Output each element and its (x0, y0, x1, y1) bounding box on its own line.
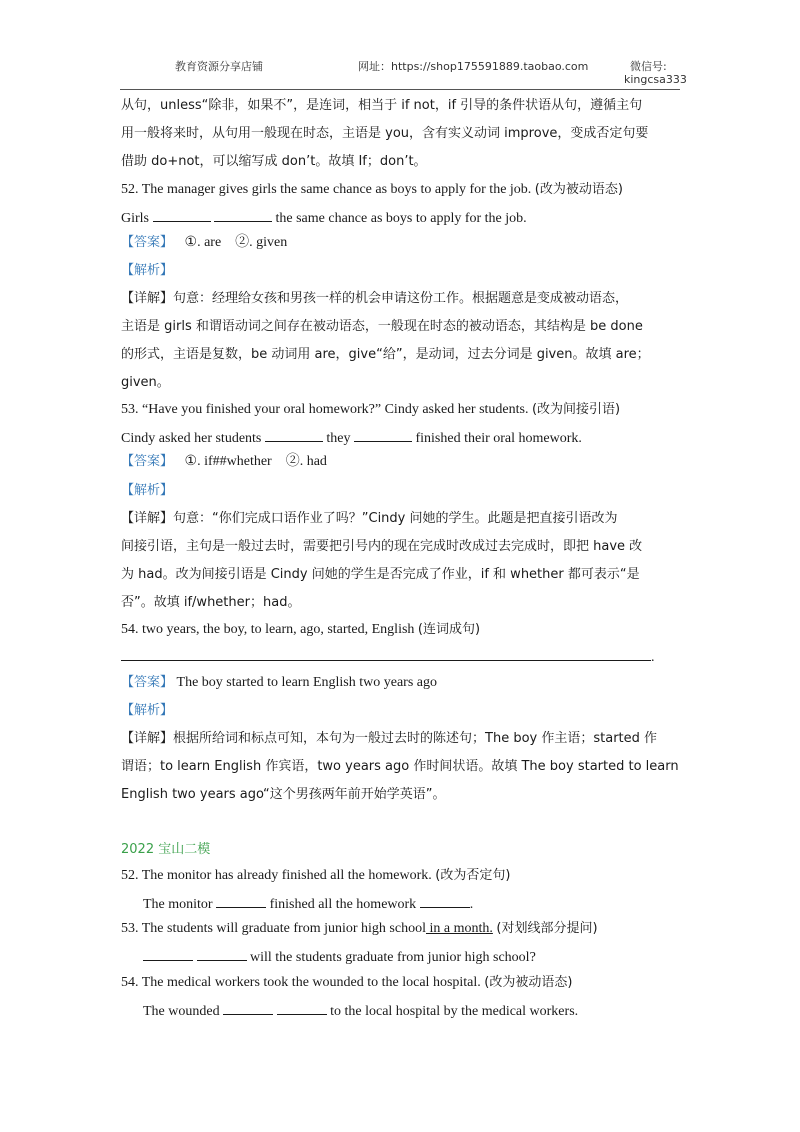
answer-text: ①. if##whether ②. had (184, 454, 327, 469)
answer-text: ①. are ②. given (184, 235, 288, 250)
exercise-54-blanks (143, 1000, 578, 1022)
text-line: 从句，unless“除非，如果不”，是连词，相当于 if not，if 引导的条件状语从句，遵循主句 (121, 98, 643, 113)
exercise-52-blanks (143, 893, 473, 915)
text-line: 用一般将来时，从句用一般现在时态，主语是 you，含有实义动词 improve，变成否定句要 (121, 126, 649, 141)
answer-tag: 【答案】 (121, 454, 174, 469)
question-text: 54. The medical workers took the wounded to the local hospital. (121, 975, 481, 990)
question-text: 53. The students will graduate from junior high school (121, 921, 426, 936)
analysis-tag: 【解析】 (121, 483, 174, 498)
analysis-tag: 【解析】 (121, 703, 174, 718)
answer-blank (216, 893, 266, 908)
answer-tag: 【答案】 (121, 675, 174, 690)
detail-54-line: 谓语；to learn English 作宾语，two years ago 作时间状语。故填 The boy started to learn (121, 759, 679, 774)
exercise-53-blanks (143, 946, 536, 968)
header-divider (120, 89, 680, 90)
answer-tag: 【答案】 (121, 235, 174, 250)
answer-line-period: . (651, 650, 655, 665)
detail-54-line (121, 729, 657, 749)
sentence-end: finished their oral homework. (415, 431, 582, 446)
answer-blank (143, 946, 193, 961)
sentence-middle: they (326, 431, 351, 446)
header-wechat-id: kingcsa333 (624, 73, 687, 86)
question-text: 53. “Have you finished your oral homework?” Cindy asked her students. (121, 402, 529, 417)
answer-54 (121, 673, 437, 693)
question-text: 52. The monitor has already finished all the homework. (121, 868, 432, 883)
exercise-53 (121, 919, 598, 939)
text-line: 借助 do+not，可以缩写成 don’t。故填 If；don’t。 (121, 154, 427, 169)
answer-53 (121, 452, 327, 472)
sentence-middle: finished all the homework (269, 897, 417, 912)
detail-text: 句意：“你们完成口语作业了吗？”Cindy 问她的学生。此题是把直接引语改为 (173, 511, 618, 526)
detail-52-line: 的形式，主语是复数，be 动词用 are，give“给”，是动词，过去分词是 given。故填 are； (121, 347, 650, 362)
detail-53-line (121, 509, 618, 529)
exercise-54 (121, 973, 572, 993)
question-text: 52. The manager gives girls the same chance as boys to apply for the job. (121, 182, 532, 197)
header-shop: 教育资源分享店铺 (175, 60, 263, 73)
question-54 (121, 620, 480, 640)
sentence-end: to the local hospital by the medical workers. (330, 1004, 579, 1019)
sentence-start: The wounded (143, 1004, 220, 1019)
question-53 (121, 400, 620, 420)
answer-blank (214, 207, 272, 222)
section-heading: 2022 宝山二模 (121, 842, 211, 857)
analysis-53 (121, 481, 173, 501)
answer-blank (354, 427, 412, 442)
answer-52 (121, 233, 287, 253)
sentence-start: The monitor (143, 897, 213, 912)
question-instruction: (连词成句) (417, 622, 481, 637)
header-url[interactable]: 网址：https://shop175591889.taobao.com (358, 60, 589, 73)
detail-tag: 【详解】 (121, 511, 174, 526)
analysis-52 (121, 261, 173, 281)
detail-54-line: English two years ago“这个男孩两年前开始学英语”。 (121, 787, 446, 802)
underlined-phrase: in a month. (425, 921, 493, 936)
answer-text: The boy started to learn English two years ago (176, 675, 437, 690)
question-instruction: (改为被动语态) (534, 182, 623, 197)
detail-text: 句意：经理给女孩和男孩一样的机会申请这份工作。根据题意是变成被动语态， (173, 291, 629, 306)
question-instruction: (改为间接引语) (531, 402, 621, 417)
sentence-start: Girls (121, 211, 149, 226)
question-52 (121, 180, 623, 200)
detail-tag: 【详解】 (121, 291, 174, 306)
question-instruction: (改为被动语态) (484, 975, 573, 990)
answer-blank (223, 1000, 273, 1015)
sentence-end: . (469, 897, 474, 912)
detail-52-line (121, 289, 628, 309)
answer-line (121, 660, 651, 661)
sentence-end: will the students graduate from junior high school? (250, 950, 536, 965)
question-53-blanks (121, 427, 582, 449)
detail-53-line: 为 had。改为间接引语是 Cindy 问她的学生是否完成了作业，if 和 whether 都可表示“是 (121, 567, 640, 582)
detail-53-line: 间接引语，主句是一般过去时，需要把引号内的现在完成时改成过去完成时，即把 have 改 (121, 539, 643, 554)
answer-blank (197, 946, 247, 961)
answer-blank (277, 1000, 327, 1015)
sentence-start: Cindy asked her students (121, 431, 262, 446)
detail-text: 根据所给词和标点可知，本句为一般过去时的陈述句；The boy 作主语；started 作 (173, 731, 658, 746)
detail-53-line: 否”。故填 if/whether；had。 (121, 595, 301, 610)
question-instruction: (对划线部分提问) (496, 921, 598, 936)
analysis-tag: 【解析】 (121, 263, 174, 278)
detail-52-line: given。 (121, 375, 170, 390)
answer-blank (420, 893, 470, 908)
answer-blank (153, 207, 211, 222)
detail-52-line: 主语是 girls 和谓语动词之间存在被动语态，一般现在时态的被动语态，其结构是 be done (121, 319, 643, 334)
question-instruction: (改为否定句) (435, 868, 511, 883)
sentence-end: the same chance as boys to apply for the job. (275, 211, 527, 226)
analysis-54 (121, 701, 173, 721)
header-wechat-label: 微信号: (630, 60, 667, 73)
question-text: 54. two years, the boy, to learn, ago, started, English (121, 622, 415, 637)
answer-blank (265, 427, 323, 442)
question-52-blanks (121, 207, 527, 229)
exercise-52 (121, 866, 510, 886)
detail-tag: 【详解】 (121, 731, 174, 746)
